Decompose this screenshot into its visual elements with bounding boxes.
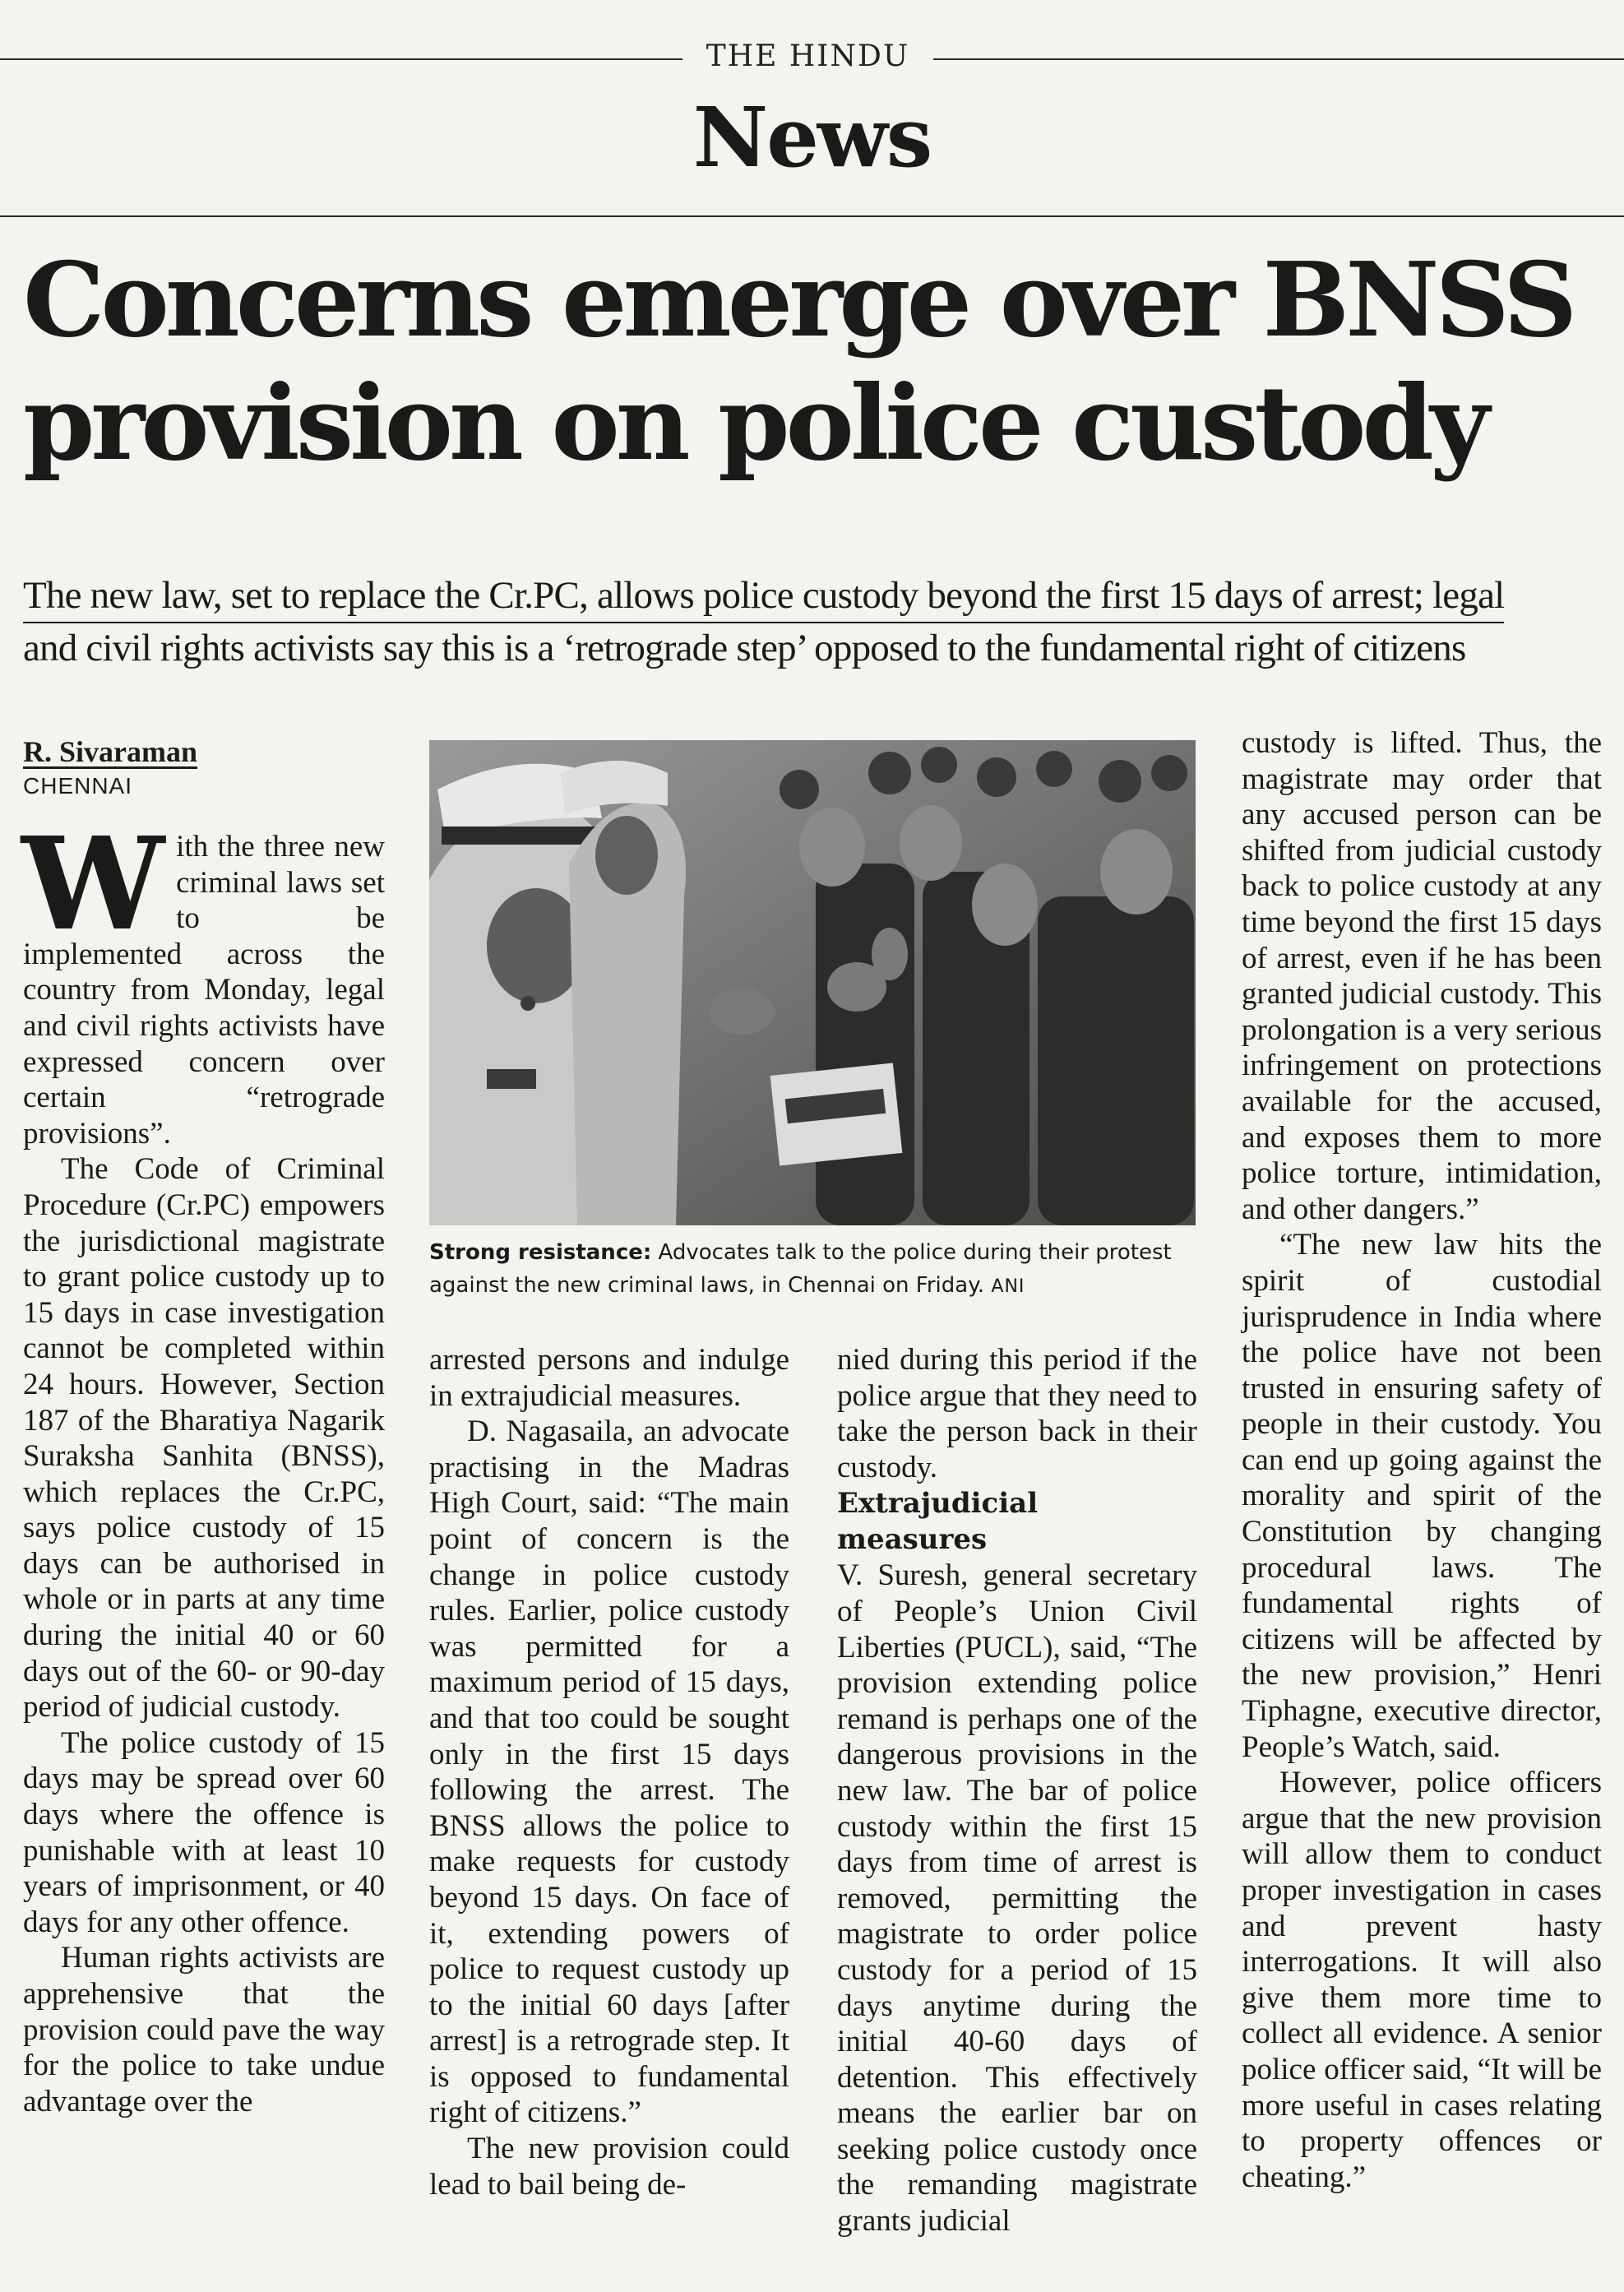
article-column-3 (837, 1342, 1197, 2239)
article-column-1 (21, 808, 385, 2119)
drop-cap: W (21, 808, 165, 959)
paragraph: V. Suresh, general secretary of People’s Union Civil Liberties (PUCL), said, “The provision extending police remand is perhaps one of the dangerous provisions in the new law. The bar of police custody within the first 15 days from time of arrest is removed, permitting the magistrate to order police custody for a period of 15 days anytime during the initial 40-60 days of detention. This effectively means the earlier bar on seeking police custody once the remanding magistrate grants judicial (837, 1558, 1197, 2239)
caption-text: Advocates talk to the police during their protest against the new criminal laws, in Chennai on Friday. (429, 1240, 1172, 1298)
paragraph: “The new law hits the spirit of custodial jurisprudence in India where the police have not been trusted in ensuring safety of people in their custody. You can end up going against the morality and spirit of the Constitution by changing procedural laws. The fundamental rights of citizens will be affected by the new provision,” Henri Tiphagne, executive director, People’s Watch, said. (1242, 1228, 1602, 1764)
paragraph: custody is lifted. Thus, the magistrate may order that any accused person can be shifted from judicial custody back to police custody at any time beyond the first 15 days of arrest, even if he has been granted judicial custody. This prolongation is a very serious infringement on protections available for the accused, and exposes them to more police torture, intimidation, and other dangers.” (1242, 726, 1602, 1226)
byline-author: R. Sivaraman (23, 735, 198, 768)
paragraph: The police custody of 15 days may be spread over 60 days where the offence is punishable with at least 10 years of imprisonment, or 40 days for any other offence. (23, 1725, 385, 1939)
deck-line-1: The new law, set to replace the Cr.PC, allows police custody beyond the first 15 days of arrest; legal (23, 571, 1504, 623)
subheading: Extrajudicial measures (837, 1487, 1039, 1557)
headline (23, 238, 1610, 485)
paragraph: ith the three new criminal laws set to be implemented across the country from Monday, legal and civil rights activists have expressed concern over certain “retrograde provisions”. (23, 830, 385, 1151)
photo-credit: ANI (991, 1276, 1025, 1297)
paragraph: nied during this period if the police argue that they need to take the person back in their custody. (837, 1343, 1197, 1484)
paragraph: Human rights activists are apprehensive that the provision could pave the way for the police to take undue advantage over the (23, 1941, 385, 2118)
protest-photo-image (429, 740, 1196, 1225)
paragraph: The new provision could lead to bail being de- (429, 2132, 789, 2202)
article-column-4 (1242, 725, 1602, 2195)
paragraph: However, police officers argue that the new provision will allow them to conduct proper investigation in cases and prevent hasty interrogations. It will also give them more time to collect all evidence. A senior police officer said, “It will be more useful in cases relating to property offences or cheating.” (1242, 1766, 1602, 2194)
publication-name: THE HINDU (706, 39, 910, 73)
masthead-rule-left (0, 58, 682, 60)
photo-caption (429, 1236, 1202, 1303)
headline-line-2: provision on police custody (23, 363, 1486, 484)
masthead-rule-right (933, 58, 1624, 60)
dateline: CHENNAI (23, 773, 133, 799)
deck-line-2: and civil rights activists say this is a ‘retrograde step’ opposed to the fundamental right of citizens (23, 627, 1466, 669)
deck (23, 571, 1606, 673)
news-photo (429, 740, 1196, 1225)
paragraph: The Code of Criminal Procedure (Cr.PC) empowers the jurisdictional magistrate to grant police custody up to 15 days in case investigation cannot be completed within 24 hours. However, Section 187 of the Bharatiya Nagarik Suraksha Sanhita (BNSS), which replaces the Cr.PC, says police custody of 15 days can be authorised in whole or in parts at any time during the initial 40 or 60 days out of the 60- or 90-day period of judicial custody. (23, 1152, 385, 1725)
caption-lead: Strong resistance: (429, 1240, 652, 1265)
section-title: News (692, 89, 932, 186)
headline-line-1: Concerns emerge over BNSS (23, 240, 1574, 360)
paragraph: D. Nagasaila, an advocate practising in the Madras High Court, said: “The main point of concern is the change in police custody rules. Earlier, police custody was permitted for a maximum period of 15 days, and that too could be sought only in the first 15 days following the arrest. The BNSS allows the police to make requests for custody beyond 15 days. On face of it, extending powers of police to request custody up to the initial 60 days [after arrest] is a retrograde step. It is opposed to fundamental right of citizens.” (429, 1415, 789, 2130)
article-column-2 (429, 1342, 789, 2202)
section-rule (0, 215, 1624, 217)
paragraph: arrested persons and indulge in extrajudicial measures. (429, 1343, 789, 1413)
